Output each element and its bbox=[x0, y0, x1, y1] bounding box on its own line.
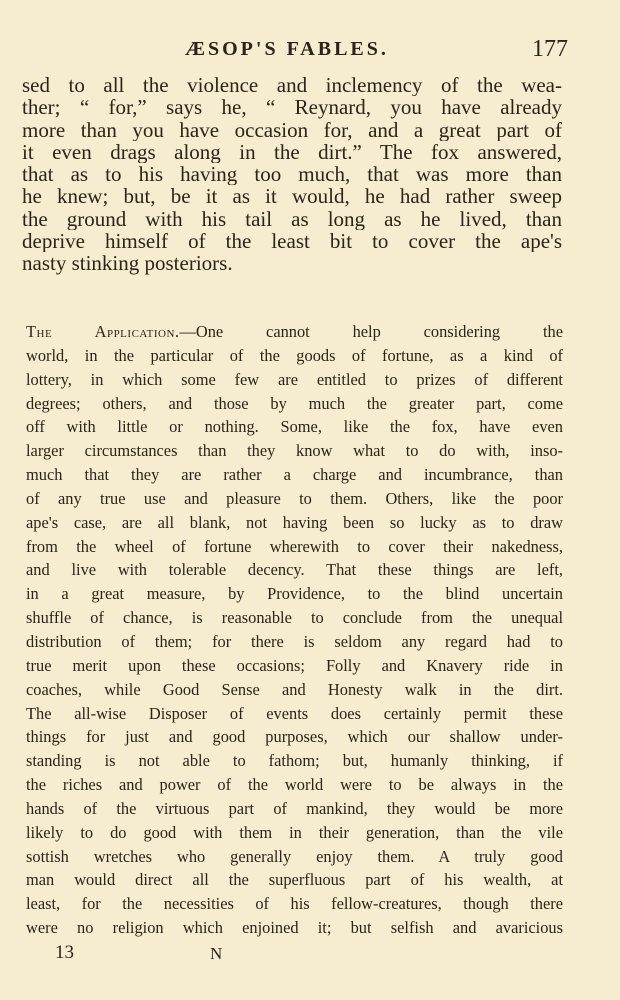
application-line: The all-wise Disposer of events does certainly permit these bbox=[26, 703, 563, 723]
application-line: lottery, in which some few are entitled to prizes of different bbox=[26, 369, 563, 389]
application-line: shuffle of chance, is reasonable to conclude from the unequal bbox=[26, 608, 563, 628]
fable-line: it even drags along in the dirt.” The fox answered, bbox=[22, 140, 562, 164]
application-line: man would direct all the superfluous part of his wealth, at bbox=[26, 870, 563, 890]
application-line: degrees; others, and those by much the greater part, come bbox=[26, 393, 563, 413]
application-line: in a great measure, by Providence, to the blind uncertain bbox=[26, 584, 563, 604]
page-number: 177 bbox=[532, 36, 568, 62]
fable-line: nasty stinking posteriors. bbox=[22, 252, 233, 275]
fable-line: deprive himself of the least bit to cover the ape's bbox=[22, 230, 562, 253]
application-line: of any true use and pleasure to them. Others, like the poor bbox=[26, 488, 563, 508]
application-first-line bbox=[26, 320, 563, 344]
fable-text bbox=[22, 74, 562, 275]
application-line: were no religion which enjoined it; but selfish and avaricious bbox=[26, 918, 563, 938]
application-line: coaches, while Good Sense and Honesty walk in the dirt. bbox=[26, 679, 563, 699]
fable-line: the ground with his tail as long as he lived, than bbox=[22, 207, 562, 231]
application-line: likely to do good with them in their generation, than the vile bbox=[26, 822, 563, 842]
application-section bbox=[26, 320, 563, 940]
fable-line: ther; “ for,” says he, “ Reynard, you have already bbox=[22, 96, 562, 119]
fable-line: sed to all the violence and inclemency of the wea- bbox=[22, 74, 562, 97]
application-line: larger circumstances than they know what to do with, inso- bbox=[26, 441, 563, 461]
application-heading: The Application. bbox=[26, 322, 180, 341]
fable-line: that as to his having too much, that was more than bbox=[22, 163, 562, 186]
application-line: and live with tolerable decency. That these things are left, bbox=[26, 560, 563, 580]
application-line: hands of the virtuous part of mankind, they would be more bbox=[26, 798, 563, 818]
signature-number: 13 bbox=[55, 942, 74, 963]
signature-mark: N bbox=[210, 944, 223, 963]
application-line: world, in the particular of the goods of fortune, as a kind of bbox=[26, 345, 563, 365]
page-footer bbox=[0, 942, 620, 970]
application-line: ape's case, are all blank, not having been so lucky as to draw bbox=[26, 512, 563, 532]
fable-line: more than you have occasion for, and a great part of bbox=[22, 118, 562, 141]
application-line: the riches and power of the world were to be always in the bbox=[26, 775, 563, 795]
application-line: much that they are rather a charge and incumbrance, than bbox=[26, 465, 563, 485]
fable-line: he knew; but, be it as it would, he had rather sweep bbox=[22, 185, 562, 208]
application-line: distribution of them; for there is seldom any regard had to bbox=[26, 631, 563, 651]
application-line: off with little or nothing. Some, like the fox, have even bbox=[26, 417, 563, 437]
application-line: least, for the necessities of his fellow-creatures, though there bbox=[26, 894, 563, 914]
application-first-line-text: —One cannot help considering the bbox=[179, 322, 563, 341]
application-line: standing is not able to fathom; but, humanly thinking, if bbox=[26, 751, 563, 771]
application-line: sottish wretches who generally enjoy them. A truly good bbox=[26, 846, 563, 866]
running-title: ÆSOP'S FABLES. bbox=[185, 38, 389, 60]
application-line: from the wheel of fortune wherewith to cover their nakedness, bbox=[26, 536, 563, 556]
application-line: true merit upon these occasions; Folly and Knavery ride in bbox=[26, 655, 563, 675]
page-header bbox=[0, 34, 620, 64]
application-line: things for just and good purposes, which our shallow under- bbox=[26, 727, 563, 747]
